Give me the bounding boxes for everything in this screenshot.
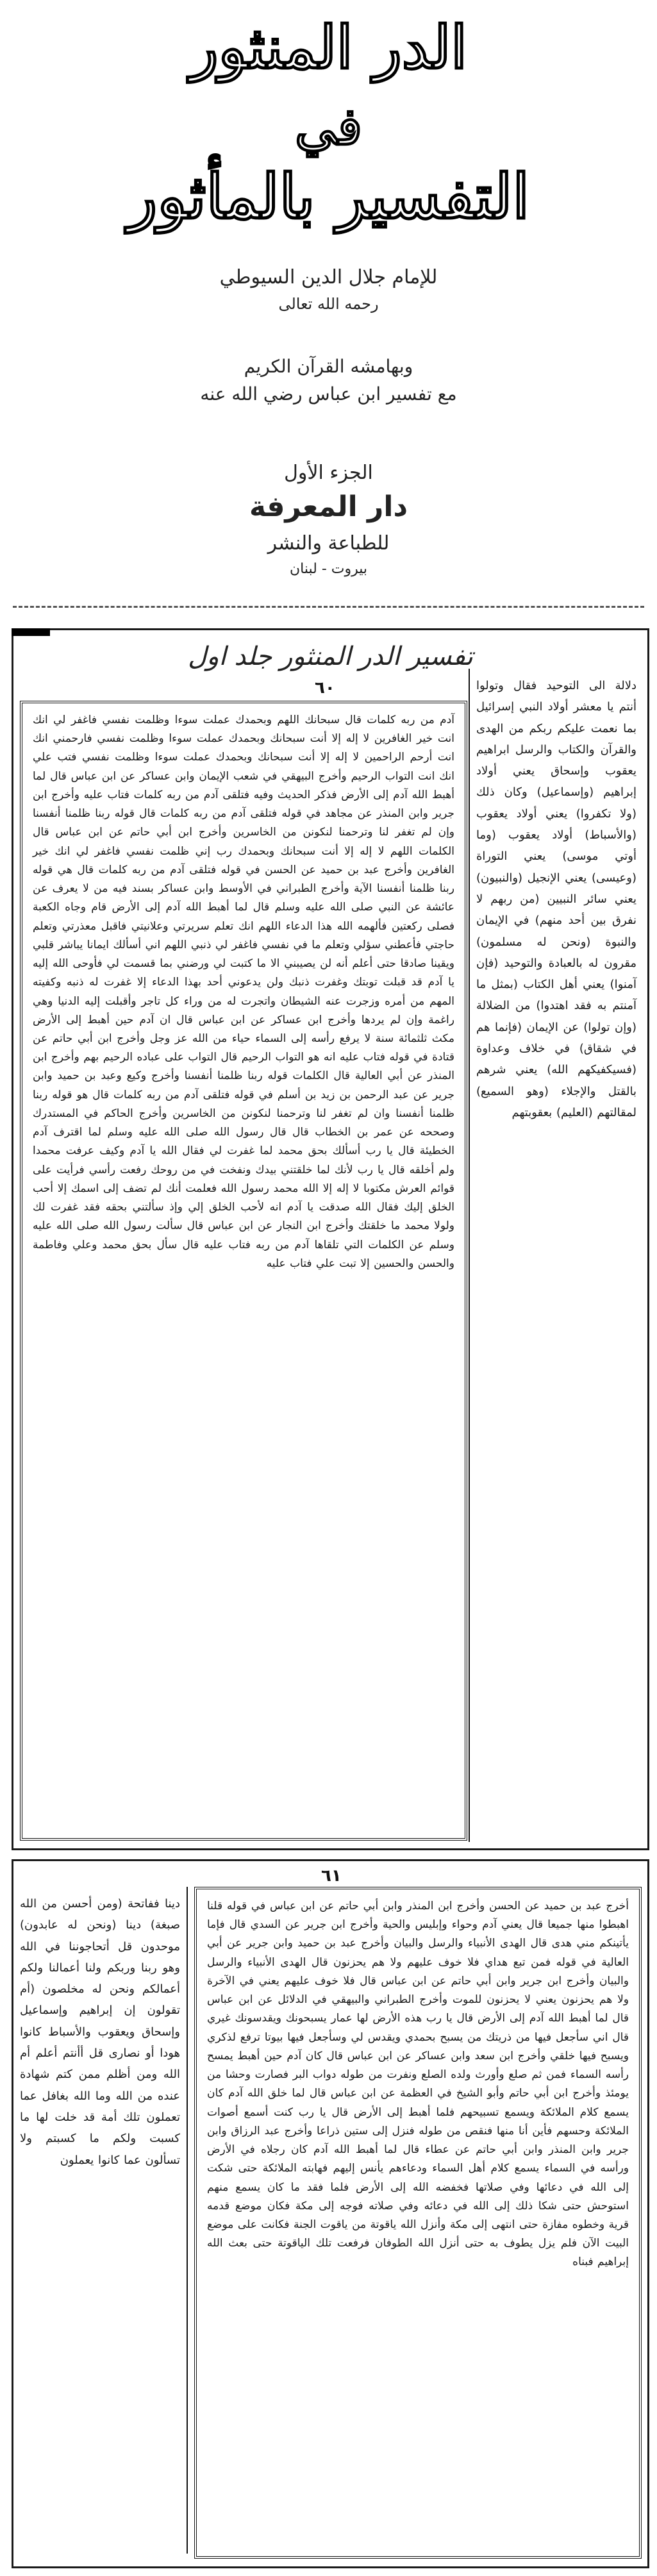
scan-edge-mark xyxy=(12,628,50,636)
scanned-page-61 xyxy=(12,1859,649,2568)
margin-tafsir-text: دينا ففاتحة (ومن أحسن من الله صبغة) دينا (ونحن له عابدون) موحدون قل أتحاجوننا في الله وهو ربنا وربكم ولنا أعمالنا ولكم أعمالكم ونحن له مخلصون (أم تقولون إن إبراهيم وإسماعيل وإسحاق ويعقوب والأسباط كانوا هودا أو نصارى قل أأنتم أعلم أم الله ومن أظلم ممن كتم شهادة عنده من الله وما الله بغافل عما تعملون تلك أمة قد خلت لها ما كسبت ولكم ما كسبتم ولا تسألون عما كانوا يعملون xyxy=(20,1897,180,2167)
margin-tafsir-text: دلالة الى التوحيد فقال وتولوا أنتم يا معشر أولاد النبي إسرائيل بما نعمت عليكم ربكم من الهدى والقرآن والكتاب والرسل ابراهيم يعقوب وإسحاق يعني أولاد إبراهيم (وإسماعيل) وكان ذلك (ولا تكفروا) يعني أولاد يعقوب (والأسباط) أولاد يعقوب (وما أوتي موسى) يعني التوراة (وعيسى) يعني الإنجيل (والنبيون) يعني سائر النبيين (من ربهم لا نفرق بين أحد منهم) في الإيمان والنبوة (ونحن له مسلمون) مقرون له بالعبادة والتوحيد (فإن آمنوا) يعني أهل الكتاب (بمثل ما آمنتم به فقد اهتدوا) من الضلالة (وإن تولوا) عن الإيمان (فإنما هم في شقاق) في خلاف وعداوة (فسيكفيكهم الله) يعني شرهم بالقتل والإجلاء (وهو السميع) لمقالتهم (العليم) بعقوبتهم xyxy=(476,679,636,1119)
main-text-box xyxy=(20,701,467,1841)
scanned-page-60 xyxy=(12,628,649,1850)
margin-column xyxy=(469,669,643,1842)
margin-note-2: مع تفسير ابن عباس رضي الله عنه xyxy=(200,383,457,405)
author-blessing: رحمه الله تعالى xyxy=(278,295,379,313)
volume-label: الجزء الأول xyxy=(284,462,373,484)
page-number: ٦٠ xyxy=(315,678,335,698)
book-cover xyxy=(0,0,657,615)
publisher-name: دار المعرفة xyxy=(249,490,408,523)
page-header: تفسير الدر المنثور جلد اول xyxy=(188,642,473,671)
book-title-line-2: في xyxy=(295,96,362,156)
commentary-text: أخرج عبد بن حميد عن الحسن وأخرج ابن المنذر وابن أبي حاتم عن ابن عباس في قوله قلنا اهبطوا منها جميعا قال يعني آدم وحواء وإبليس والحية وأخرج ابن جرير عن السدي قال فإما يأتينكم مني هدى قال الهدى الأنبياء والرسل والبيان وأخرج عبد بن حميد وابن جرير عن أبي العالية في قوله فمن تبع هداي فلا خوف عليهم ولا هم يحزنون قال الهدى الأنبياء والرسل والبيان وأخرج ابن جرير وابن أبي حاتم عن ابن عباس قال فلا خوف عليهم يعني في الآخرة ولا هم يحزنون يعني لا يحزنون للموت وأخرج الطبراني والبيهقي في الدلائل عن ابن عباس قال لما أهبط الله آدم إلى الأرض قال يا رب هذه الأرض لها عمار يسبحونك ويقدسونك غيري قال اني سأجعل فيها من ذريتك من يسبح بحمدي ويقدس لي وسأجعل فيها بيوتا ترفع لذكري ويسبح فيها خلقي وأخرج ابن سعد وابن عساكر عن ابن عباس قال كان آدم حين أهبط يمسح رأسه السماء فمن ثم صلع وأورث ولده الصلع ونفرت من طوله دواب البر فصارت وحشا من يومئذ وأخرج ابن أبي حاتم وأبو الشيخ في العظمة عن ابن عباس قال لما خلق الله آدم كان يسمع كلام الملائكة ويسمع تسبيحهم فلما أهبط إلى الأرض قال يا رب كنت أسمع أصوات الملائكة وحسهم فأين أنا منها فنقص من طوله فنزل إلى ستين ذراعا وأخرج عبد الرزاق وابن جرير وابن المنذر وابن أبي حاتم عن عطاء قال لما أهبط الله آدم كان رجلاه في الأرض ورأسه في السماء يسمع كلام أهل السماء ودعاءهم يأنس إليهم فهابته الملائكة حتى شكت إلى الله في دعائها وفي صلاتها فخفضه الله إلى الأرض فلما فقد ما كان يسمع منهم استوحش حتى شكا ذلك إلى الله في دعائه وفي صلاته فوجه إلى مكة فكان موضع قدمه قرية وخطوه مفازة حتى انتهى إلى مكة وأنزل الله ياقوتة من ياقوت الجنة فكانت على موضع البيت الآن فلم يزل يطوف به حتى أنزل الله الطوفان فرفعت تلك الياقوتة حتى بعث الله إبراهيم فبناه xyxy=(207,1900,629,2269)
book-title-line-3: التفسير بالمأثور xyxy=(127,160,530,233)
cover-divider xyxy=(13,606,644,608)
margin-column xyxy=(13,1887,188,2554)
margin-note-1: وبهامشه القرآن الكريم xyxy=(244,356,413,377)
page-number: ٦١ xyxy=(321,1866,342,1886)
book-title-line-1: الدر المنثور xyxy=(190,13,467,82)
main-text-box xyxy=(194,1887,642,2559)
author-name: للإمام جلال الدين السيوطي xyxy=(219,266,438,289)
commentary-text: آدم من ربه كلمات قال سبحانك اللهم وبحمدك عملت سوءا وظلمت نفسي فاغفر لي انك انت خير الغافرين لا إله إلا أنت سبحانك وبحمدك عملت سوءا وظلمت نفسي فارحمني انك انت أرحم الراحمين لا إله إلا أنت سبحانك وبحمدك عملت سوءا وظلمت نفسي فتب علي انك انت التواب الرحيم وأخرج البيهقي في شعب الإيمان وابن عساكر عن ابن عباس قال لما أهبط الله آدم إلى الأرض فذكر الحديث وفيه فتلقى آدم من ربه كلمات فتاب عليه وأخرج ابن جرير وابن المنذر عن مجاهد في قوله فتلقى آدم من ربه كلمات قال قوله ربنا ظلمنا أنفسنا وإن لم تغفر لنا وترحمنا لنكونن من الخاسرين وأخرج ابن أبي حاتم عن ابن عباس قال الكلمات اللهم لا إله إلا أنت سبحانك وبحمدك رب إني ظلمت نفسي فاغفر لي انك خير الغافرين وأخرج عبد بن حميد عن الحسن في قوله فتلقى آدم من ربه كلمات قال هي قوله ربنا ظلمنا أنفسنا الآية وأخرج الطبراني في الأوسط وابن عساكر بسند فيه من لا يعرف عن عائشة عن النبي صلى الله عليه وسلم قال لما أهبط الله آدم إلى الأرض قام وجاه الكعبة فصلى ركعتين فألهمه الله هذا الدعاء اللهم انك تعلم سريرتي وعلانيتي فاقبل معذرتي وتعلم حاجتي فأعطني سؤلي وتعلم ما في نفسي فاغفر لي ذنبي اللهم اني أسألك ايمانا يباشر قلبي ويقينا صادقا حتى أعلم أنه لن يصيبني الا ما كتبت لي ورضني بما قسمت لي فأوحى الله إليه يا آدم قد قبلت توبتك وغفرت ذنبك ولن يدعوني أحد بهذا الدعاء إلا غفرت له ذنبه وكفيته المهم من أمره وزجرت عنه الشيطان واتجرت له من وراء كل تاجر وأقبلت إليه الدنيا وهي راغمة وإن لم يردها وأخرج ابن عساكر عن ابن عباس قال ان آدم حين أهبط إلى الأرض مكث ثلثمائة سنة لا يرفع رأسه إلى السماء حياء من الله عز وجل وأخرج ابن أبي حاتم عن قتادة في قوله فتاب عليه انه هو التواب الرحيم قال التواب على عباده الرحيم بهم وأخرج ابن المنذر عن أبي العالية قال الكلمات قوله ربنا ظلمنا أنفسنا وأخرج وكيع وعبد بن حميد وابن جرير عن عبد الرحمن بن زيد بن أسلم في قوله فتلقى آدم من ربه كلمات قال هو قوله ربنا ظلمنا أنفسنا وان لم تغفر لنا وترحمنا لنكونن من الخاسرين وأخرج الحاكم في المستدرك وصححه عن عمر بن الخطاب قال قال رسول الله صلى الله عليه وسلم لما اقترف آدم الخطيئة قال يا رب أسألك بحق محمد لما غفرت لي فقال الله يا آدم وكيف عرفت محمدا ولم أخلقه قال يا رب لأنك لما خلقتني بيدك ونفخت في من روحك رفعت رأسي فرأيت على قوائم العرش مكتوبا لا إله إلا الله محمد رسول الله فعلمت أنك لم تضف إلى اسمك إلا أحب الخلق إليك فقال الله صدقت يا آدم انه لأحب الخلق إلي وإذ سألتني بحقه فقد غفرت لك ولولا محمد ما خلقتك وأخرج ابن النجار عن ابن عباس قال سألت رسول الله صلى الله عليه وسلم عن الكلمات التي تلقاها آدم من ربه فتاب عليه قال سأل بحق محمد وعلي وفاطمة والحسن والحسين إلا تبت علي فتاب عليه xyxy=(33,714,454,1270)
publisher-place: بيروت - لبنان xyxy=(290,561,367,577)
publisher-subtitle: للطباعة والنشر xyxy=(267,532,390,555)
